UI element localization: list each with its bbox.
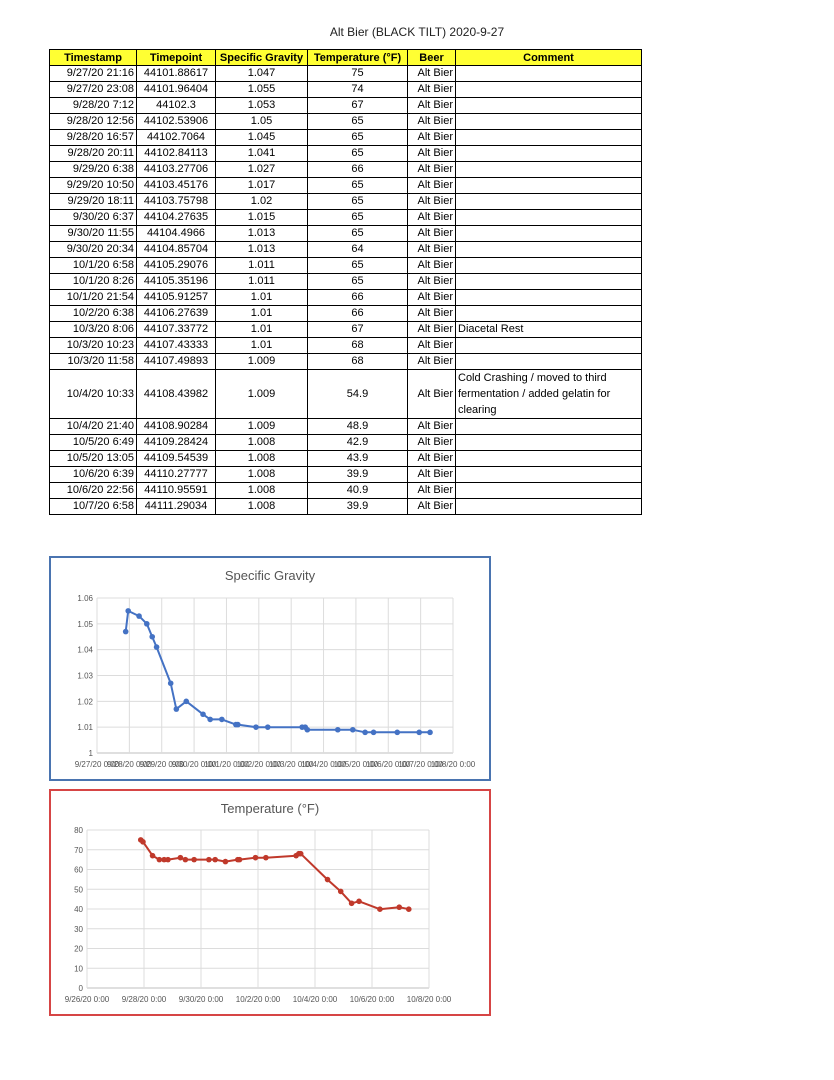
timestamp-cell: 10/6/20 6:39 bbox=[50, 467, 137, 483]
specific-gravity-plot bbox=[51, 558, 489, 779]
data-point bbox=[144, 621, 150, 627]
table-row bbox=[50, 210, 642, 226]
data-point bbox=[371, 730, 377, 736]
table-row bbox=[50, 370, 642, 419]
comment-cell: Cold Crashing / moved to third fermentation / added gelatin for clearing bbox=[456, 370, 642, 419]
comment-cell bbox=[456, 242, 642, 258]
timepoint-cell: 44103.45176 bbox=[137, 178, 216, 194]
beer-cell: Alt Bier bbox=[408, 146, 456, 162]
timepoint-cell: 44102.53906 bbox=[137, 114, 216, 130]
table-row bbox=[50, 499, 642, 515]
timestamp-cell: 9/30/20 20:34 bbox=[50, 242, 137, 258]
data-point bbox=[396, 904, 402, 910]
header-beer: Beer bbox=[408, 50, 456, 66]
table-header-row bbox=[50, 50, 642, 66]
timepoint-cell: 44108.90284 bbox=[137, 419, 216, 435]
data-point bbox=[237, 857, 243, 863]
timepoint-cell: 44102.3 bbox=[137, 98, 216, 114]
beer-cell: Alt Bier bbox=[408, 226, 456, 242]
specific-gravity-cell: 1.01 bbox=[216, 306, 308, 322]
temperature-cell: 65 bbox=[308, 178, 408, 194]
x-tick-label: 10/5/20 0:00 bbox=[333, 760, 379, 769]
comment-cell bbox=[456, 162, 642, 178]
data-point bbox=[191, 857, 197, 863]
data-point bbox=[183, 857, 189, 863]
timestamp-cell: 9/29/20 10:50 bbox=[50, 178, 137, 194]
timepoint-cell: 44104.4966 bbox=[137, 226, 216, 242]
chart-title: Specific Gravity bbox=[224, 568, 316, 583]
comment-cell bbox=[456, 178, 642, 194]
data-point bbox=[154, 644, 160, 650]
y-tick-label: 1.01 bbox=[77, 723, 93, 733]
temperature-cell: 40.9 bbox=[308, 483, 408, 499]
data-point bbox=[223, 859, 229, 865]
y-tick-label: 1.05 bbox=[77, 619, 93, 629]
timepoint-cell: 44104.27635 bbox=[137, 210, 216, 226]
data-point bbox=[377, 906, 383, 912]
specific-gravity-chart bbox=[49, 556, 491, 781]
temperature-cell: 66 bbox=[308, 290, 408, 306]
y-tick-label: 20 bbox=[74, 944, 83, 954]
x-tick-label: 9/26/20 0:00 bbox=[64, 995, 110, 1004]
beer-cell: Alt Bier bbox=[408, 370, 456, 419]
y-tick-label: 1.03 bbox=[77, 671, 93, 681]
beer-cell: Alt Bier bbox=[408, 210, 456, 226]
data-point bbox=[174, 706, 180, 712]
y-tick-label: 0 bbox=[78, 984, 83, 993]
specific-gravity-cell: 1.013 bbox=[216, 242, 308, 258]
timestamp-cell: 9/28/20 20:11 bbox=[50, 146, 137, 162]
temperature-cell: 66 bbox=[308, 306, 408, 322]
comment-cell bbox=[456, 435, 642, 451]
beer-cell: Alt Bier bbox=[408, 178, 456, 194]
data-point bbox=[136, 613, 142, 619]
data-point bbox=[263, 855, 269, 861]
x-tick-label: 10/6/20 0:00 bbox=[349, 995, 395, 1004]
temperature-cell: 42.9 bbox=[308, 435, 408, 451]
timestamp-cell: 10/3/20 8:06 bbox=[50, 322, 137, 338]
header-specific-gravity: Specific Gravity bbox=[216, 50, 308, 66]
specific-gravity-cell: 1.02 bbox=[216, 194, 308, 210]
specific-gravity-cell: 1.008 bbox=[216, 467, 308, 483]
beer-cell: Alt Bier bbox=[408, 322, 456, 338]
timestamp-cell: 9/28/20 12:56 bbox=[50, 114, 137, 130]
temperature-cell: 65 bbox=[308, 114, 408, 130]
beer-cell: Alt Bier bbox=[408, 435, 456, 451]
timepoint-cell: 44105.29076 bbox=[137, 258, 216, 274]
timepoint-cell: 44105.91257 bbox=[137, 290, 216, 306]
timepoint-cell: 44109.54539 bbox=[137, 451, 216, 467]
timestamp-cell: 10/6/20 22:56 bbox=[50, 483, 137, 499]
beer-cell: Alt Bier bbox=[408, 98, 456, 114]
comment-cell bbox=[456, 210, 642, 226]
beer-cell: Alt Bier bbox=[408, 499, 456, 515]
y-tick-label: 40 bbox=[74, 905, 83, 914]
comment-cell bbox=[456, 82, 642, 98]
specific-gravity-cell: 1.009 bbox=[216, 354, 308, 370]
table-row bbox=[50, 130, 642, 146]
temperature-cell: 65 bbox=[308, 130, 408, 146]
table-row bbox=[50, 162, 642, 178]
specific-gravity-cell: 1.01 bbox=[216, 338, 308, 354]
beer-cell: Alt Bier bbox=[408, 451, 456, 467]
timestamp-cell: 9/29/20 6:38 bbox=[50, 162, 137, 178]
comment-cell bbox=[456, 114, 642, 130]
comment-cell bbox=[456, 146, 642, 162]
x-tick-label: 10/2/20 0:00 bbox=[235, 995, 281, 1004]
data-point bbox=[150, 853, 156, 859]
series-line bbox=[126, 611, 430, 732]
x-tick-label: 10/8/20 0:00 bbox=[406, 995, 452, 1004]
comment-cell bbox=[456, 467, 642, 483]
specific-gravity-cell: 1.045 bbox=[216, 130, 308, 146]
beer-cell: Alt Bier bbox=[408, 258, 456, 274]
table-row bbox=[50, 98, 642, 114]
temperature-plot bbox=[51, 791, 489, 1014]
header-timestamp: Timestamp bbox=[50, 50, 137, 66]
comment-cell bbox=[456, 290, 642, 306]
beer-cell: Alt Bier bbox=[408, 130, 456, 146]
specific-gravity-cell: 1.01 bbox=[216, 290, 308, 306]
temperature-cell: 67 bbox=[308, 98, 408, 114]
beer-cell: Alt Bier bbox=[408, 194, 456, 210]
data-point bbox=[349, 900, 355, 906]
specific-gravity-cell: 1.055 bbox=[216, 82, 308, 98]
y-tick-label: 10 bbox=[74, 964, 83, 974]
data-point bbox=[235, 722, 241, 728]
x-tick-label: 10/7/20 0:00 bbox=[398, 760, 443, 769]
data-point bbox=[125, 608, 131, 614]
temperature-cell: 39.9 bbox=[308, 499, 408, 515]
beer-cell: Alt Bier bbox=[408, 483, 456, 499]
beer-cell: Alt Bier bbox=[408, 82, 456, 98]
temperature-cell: 43.9 bbox=[308, 451, 408, 467]
x-tick-label: 9/29/20 0:00 bbox=[139, 760, 184, 769]
timepoint-cell: 44105.35196 bbox=[137, 274, 216, 290]
timepoint-cell: 44102.7064 bbox=[137, 130, 216, 146]
x-tick-label: 10/2/20 0:00 bbox=[236, 760, 282, 769]
timepoint-cell: 44110.95591 bbox=[137, 483, 216, 499]
table-row bbox=[50, 258, 642, 274]
specific-gravity-cell: 1.053 bbox=[216, 98, 308, 114]
beer-cell: Alt Bier bbox=[408, 354, 456, 370]
timepoint-cell: 44109.28424 bbox=[137, 435, 216, 451]
table-row bbox=[50, 114, 642, 130]
temperature-cell: 68 bbox=[308, 354, 408, 370]
table-row bbox=[50, 354, 642, 370]
specific-gravity-cell: 1.011 bbox=[216, 258, 308, 274]
specific-gravity-cell: 1.047 bbox=[216, 66, 308, 82]
timestamp-cell: 10/1/20 21:54 bbox=[50, 290, 137, 306]
timepoint-cell: 44108.43982 bbox=[137, 370, 216, 419]
data-point bbox=[406, 906, 412, 912]
timestamp-cell: 9/28/20 16:57 bbox=[50, 130, 137, 146]
temperature-cell: 65 bbox=[308, 258, 408, 274]
temperature-cell: 67 bbox=[308, 322, 408, 338]
table-row bbox=[50, 435, 642, 451]
x-tick-label: 10/1/20 0:00 bbox=[204, 760, 249, 769]
data-point bbox=[165, 857, 171, 863]
temperature-cell: 65 bbox=[308, 194, 408, 210]
temperature-cell: 65 bbox=[308, 146, 408, 162]
specific-gravity-cell: 1.041 bbox=[216, 146, 308, 162]
timestamp-cell: 9/30/20 6:37 bbox=[50, 210, 137, 226]
data-point bbox=[123, 629, 129, 635]
comment-cell bbox=[456, 130, 642, 146]
table-row bbox=[50, 178, 642, 194]
timestamp-cell: 10/4/20 21:40 bbox=[50, 419, 137, 435]
timestamp-cell: 9/29/20 18:11 bbox=[50, 194, 137, 210]
header-timepoint: Timepoint bbox=[137, 50, 216, 66]
data-point bbox=[350, 727, 356, 733]
table-row bbox=[50, 322, 642, 338]
timepoint-cell: 44103.27706 bbox=[137, 162, 216, 178]
specific-gravity-cell: 1.017 bbox=[216, 178, 308, 194]
readings-table bbox=[49, 49, 642, 515]
temperature-cell: 65 bbox=[308, 226, 408, 242]
beer-cell: Alt Bier bbox=[408, 290, 456, 306]
specific-gravity-cell: 1.008 bbox=[216, 499, 308, 515]
table-body bbox=[50, 66, 642, 515]
specific-gravity-cell: 1.01 bbox=[216, 322, 308, 338]
beer-cell: Alt Bier bbox=[408, 274, 456, 290]
timepoint-cell: 44110.27777 bbox=[137, 467, 216, 483]
timestamp-cell: 10/3/20 11:58 bbox=[50, 354, 137, 370]
timestamp-cell: 10/2/20 6:38 bbox=[50, 306, 137, 322]
beer-cell: Alt Bier bbox=[408, 419, 456, 435]
table-row bbox=[50, 66, 642, 82]
x-tick-label: 10/8/20 0:00 bbox=[430, 760, 476, 769]
data-point bbox=[140, 839, 146, 845]
timestamp-cell: 10/5/20 6:49 bbox=[50, 435, 137, 451]
data-point bbox=[183, 699, 189, 705]
y-tick-label: 1.04 bbox=[77, 645, 93, 655]
series-line bbox=[141, 840, 409, 909]
y-tick-label: 70 bbox=[74, 845, 83, 855]
specific-gravity-cell: 1.008 bbox=[216, 451, 308, 467]
data-point bbox=[416, 730, 422, 736]
beer-cell: Alt Bier bbox=[408, 162, 456, 178]
y-tick-label: 80 bbox=[74, 826, 83, 835]
specific-gravity-cell: 1.05 bbox=[216, 114, 308, 130]
data-point bbox=[253, 724, 259, 730]
y-tick-label: 1.06 bbox=[77, 594, 93, 603]
y-tick-label: 30 bbox=[74, 924, 83, 934]
beer-cell: Alt Bier bbox=[408, 66, 456, 82]
data-point bbox=[305, 727, 311, 733]
comment-cell bbox=[456, 98, 642, 114]
data-point bbox=[212, 857, 218, 863]
timestamp-cell: 9/28/20 7:12 bbox=[50, 98, 137, 114]
header-comment: Comment bbox=[456, 50, 642, 66]
temperature-cell: 48.9 bbox=[308, 419, 408, 435]
timestamp-cell: 10/7/20 6:58 bbox=[50, 499, 137, 515]
comment-cell bbox=[456, 66, 642, 82]
table-row bbox=[50, 146, 642, 162]
timepoint-cell: 44104.85704 bbox=[137, 242, 216, 258]
comment-cell bbox=[456, 451, 642, 467]
specific-gravity-cell: 1.009 bbox=[216, 370, 308, 419]
temperature-chart bbox=[49, 789, 491, 1016]
comment-cell bbox=[456, 354, 642, 370]
comment-cell: Diacetal Rest bbox=[456, 322, 642, 338]
data-point bbox=[149, 634, 155, 640]
timestamp-cell: 10/3/20 10:23 bbox=[50, 338, 137, 354]
specific-gravity-cell: 1.015 bbox=[216, 210, 308, 226]
timepoint-cell: 44101.96404 bbox=[137, 82, 216, 98]
timestamp-cell: 10/5/20 13:05 bbox=[50, 451, 137, 467]
specific-gravity-cell: 1.009 bbox=[216, 419, 308, 435]
data-point bbox=[168, 680, 174, 686]
comment-cell bbox=[456, 194, 642, 210]
chart-title: Temperature (°F) bbox=[220, 801, 320, 816]
comment-cell bbox=[456, 419, 642, 435]
timepoint-cell: 44106.27639 bbox=[137, 306, 216, 322]
temperature-cell: 75 bbox=[308, 66, 408, 82]
temperature-cell: 65 bbox=[308, 274, 408, 290]
data-point bbox=[335, 727, 341, 733]
temperature-cell: 68 bbox=[308, 338, 408, 354]
timestamp-cell: 10/1/20 8:26 bbox=[50, 274, 137, 290]
comment-cell bbox=[456, 226, 642, 242]
beer-cell: Alt Bier bbox=[408, 467, 456, 483]
x-tick-label: 9/28/20 0:00 bbox=[107, 760, 152, 769]
specific-gravity-cell: 1.011 bbox=[216, 274, 308, 290]
temperature-cell: 74 bbox=[308, 82, 408, 98]
specific-gravity-cell: 1.027 bbox=[216, 162, 308, 178]
data-point bbox=[157, 857, 163, 863]
x-tick-label: 9/30/20 0:00 bbox=[171, 760, 217, 769]
temperature-cell: 64 bbox=[308, 242, 408, 258]
timestamp-cell: 10/4/20 10:33 bbox=[50, 370, 137, 419]
data-point bbox=[219, 717, 225, 723]
comment-cell bbox=[456, 338, 642, 354]
timestamp-cell: 9/27/20 21:16 bbox=[50, 66, 137, 82]
y-tick-label: 50 bbox=[74, 885, 83, 895]
data-point bbox=[178, 855, 184, 861]
table-row bbox=[50, 290, 642, 306]
timepoint-cell: 44107.43333 bbox=[137, 338, 216, 354]
temperature-cell: 66 bbox=[308, 162, 408, 178]
timepoint-cell: 44111.29034 bbox=[137, 499, 216, 515]
table-row bbox=[50, 306, 642, 322]
beer-cell: Alt Bier bbox=[408, 242, 456, 258]
temperature-cell: 54.9 bbox=[308, 370, 408, 419]
timestamp-cell: 9/27/20 23:08 bbox=[50, 82, 137, 98]
data-point bbox=[206, 857, 212, 863]
beer-cell: Alt Bier bbox=[408, 114, 456, 130]
data-point bbox=[207, 717, 213, 723]
temperature-cell: 65 bbox=[308, 210, 408, 226]
table-row bbox=[50, 338, 642, 354]
timestamp-cell: 9/30/20 11:55 bbox=[50, 226, 137, 242]
data-point bbox=[427, 730, 433, 736]
table-row bbox=[50, 467, 642, 483]
table-row bbox=[50, 82, 642, 98]
table-row bbox=[50, 419, 642, 435]
data-point bbox=[362, 730, 368, 736]
header-temperature: Temperature (°F) bbox=[308, 50, 408, 66]
document-title: Alt Bier (BLACK TILT) 2020-9-27 bbox=[329, 25, 505, 39]
specific-gravity-cell: 1.008 bbox=[216, 435, 308, 451]
x-tick-label: 10/4/20 0:00 bbox=[292, 995, 338, 1004]
x-tick-label: 9/30/20 0:00 bbox=[178, 995, 224, 1004]
beer-cell: Alt Bier bbox=[408, 306, 456, 322]
table-row bbox=[50, 242, 642, 258]
specific-gravity-cell: 1.008 bbox=[216, 483, 308, 499]
table-row bbox=[50, 194, 642, 210]
timestamp-cell: 10/1/20 6:58 bbox=[50, 258, 137, 274]
x-tick-label: 9/28/20 0:00 bbox=[121, 995, 167, 1004]
x-tick-label: 10/4/20 0:00 bbox=[301, 760, 346, 769]
comment-cell bbox=[456, 274, 642, 290]
data-point bbox=[338, 889, 344, 895]
x-tick-label: 10/3/20 0:00 bbox=[268, 760, 314, 769]
timepoint-cell: 44107.33772 bbox=[137, 322, 216, 338]
timepoint-cell: 44107.49893 bbox=[137, 354, 216, 370]
x-tick-label: 9/27/20 0:00 bbox=[74, 760, 120, 769]
comment-cell bbox=[456, 258, 642, 274]
x-tick-label: 10/6/20 0:00 bbox=[366, 760, 411, 769]
data-point bbox=[200, 711, 206, 717]
data-point bbox=[298, 851, 304, 857]
y-tick-label: 60 bbox=[74, 865, 83, 875]
y-tick-label: 1.02 bbox=[77, 697, 93, 707]
table-row bbox=[50, 451, 642, 467]
data-point bbox=[253, 855, 259, 861]
table-row bbox=[50, 483, 642, 499]
data-point bbox=[325, 877, 331, 883]
temperature-cell: 39.9 bbox=[308, 467, 408, 483]
data-point bbox=[265, 724, 271, 730]
comment-cell bbox=[456, 483, 642, 499]
data-point bbox=[356, 898, 362, 904]
y-tick-label: 1 bbox=[88, 749, 93, 758]
comment-cell bbox=[456, 499, 642, 515]
comment-cell bbox=[456, 306, 642, 322]
timepoint-cell: 44101.88617 bbox=[137, 66, 216, 82]
specific-gravity-cell: 1.013 bbox=[216, 226, 308, 242]
timepoint-cell: 44103.75798 bbox=[137, 194, 216, 210]
beer-cell: Alt Bier bbox=[408, 338, 456, 354]
table-row bbox=[50, 226, 642, 242]
data-point bbox=[394, 730, 400, 736]
timepoint-cell: 44102.84113 bbox=[137, 146, 216, 162]
table-row bbox=[50, 274, 642, 290]
